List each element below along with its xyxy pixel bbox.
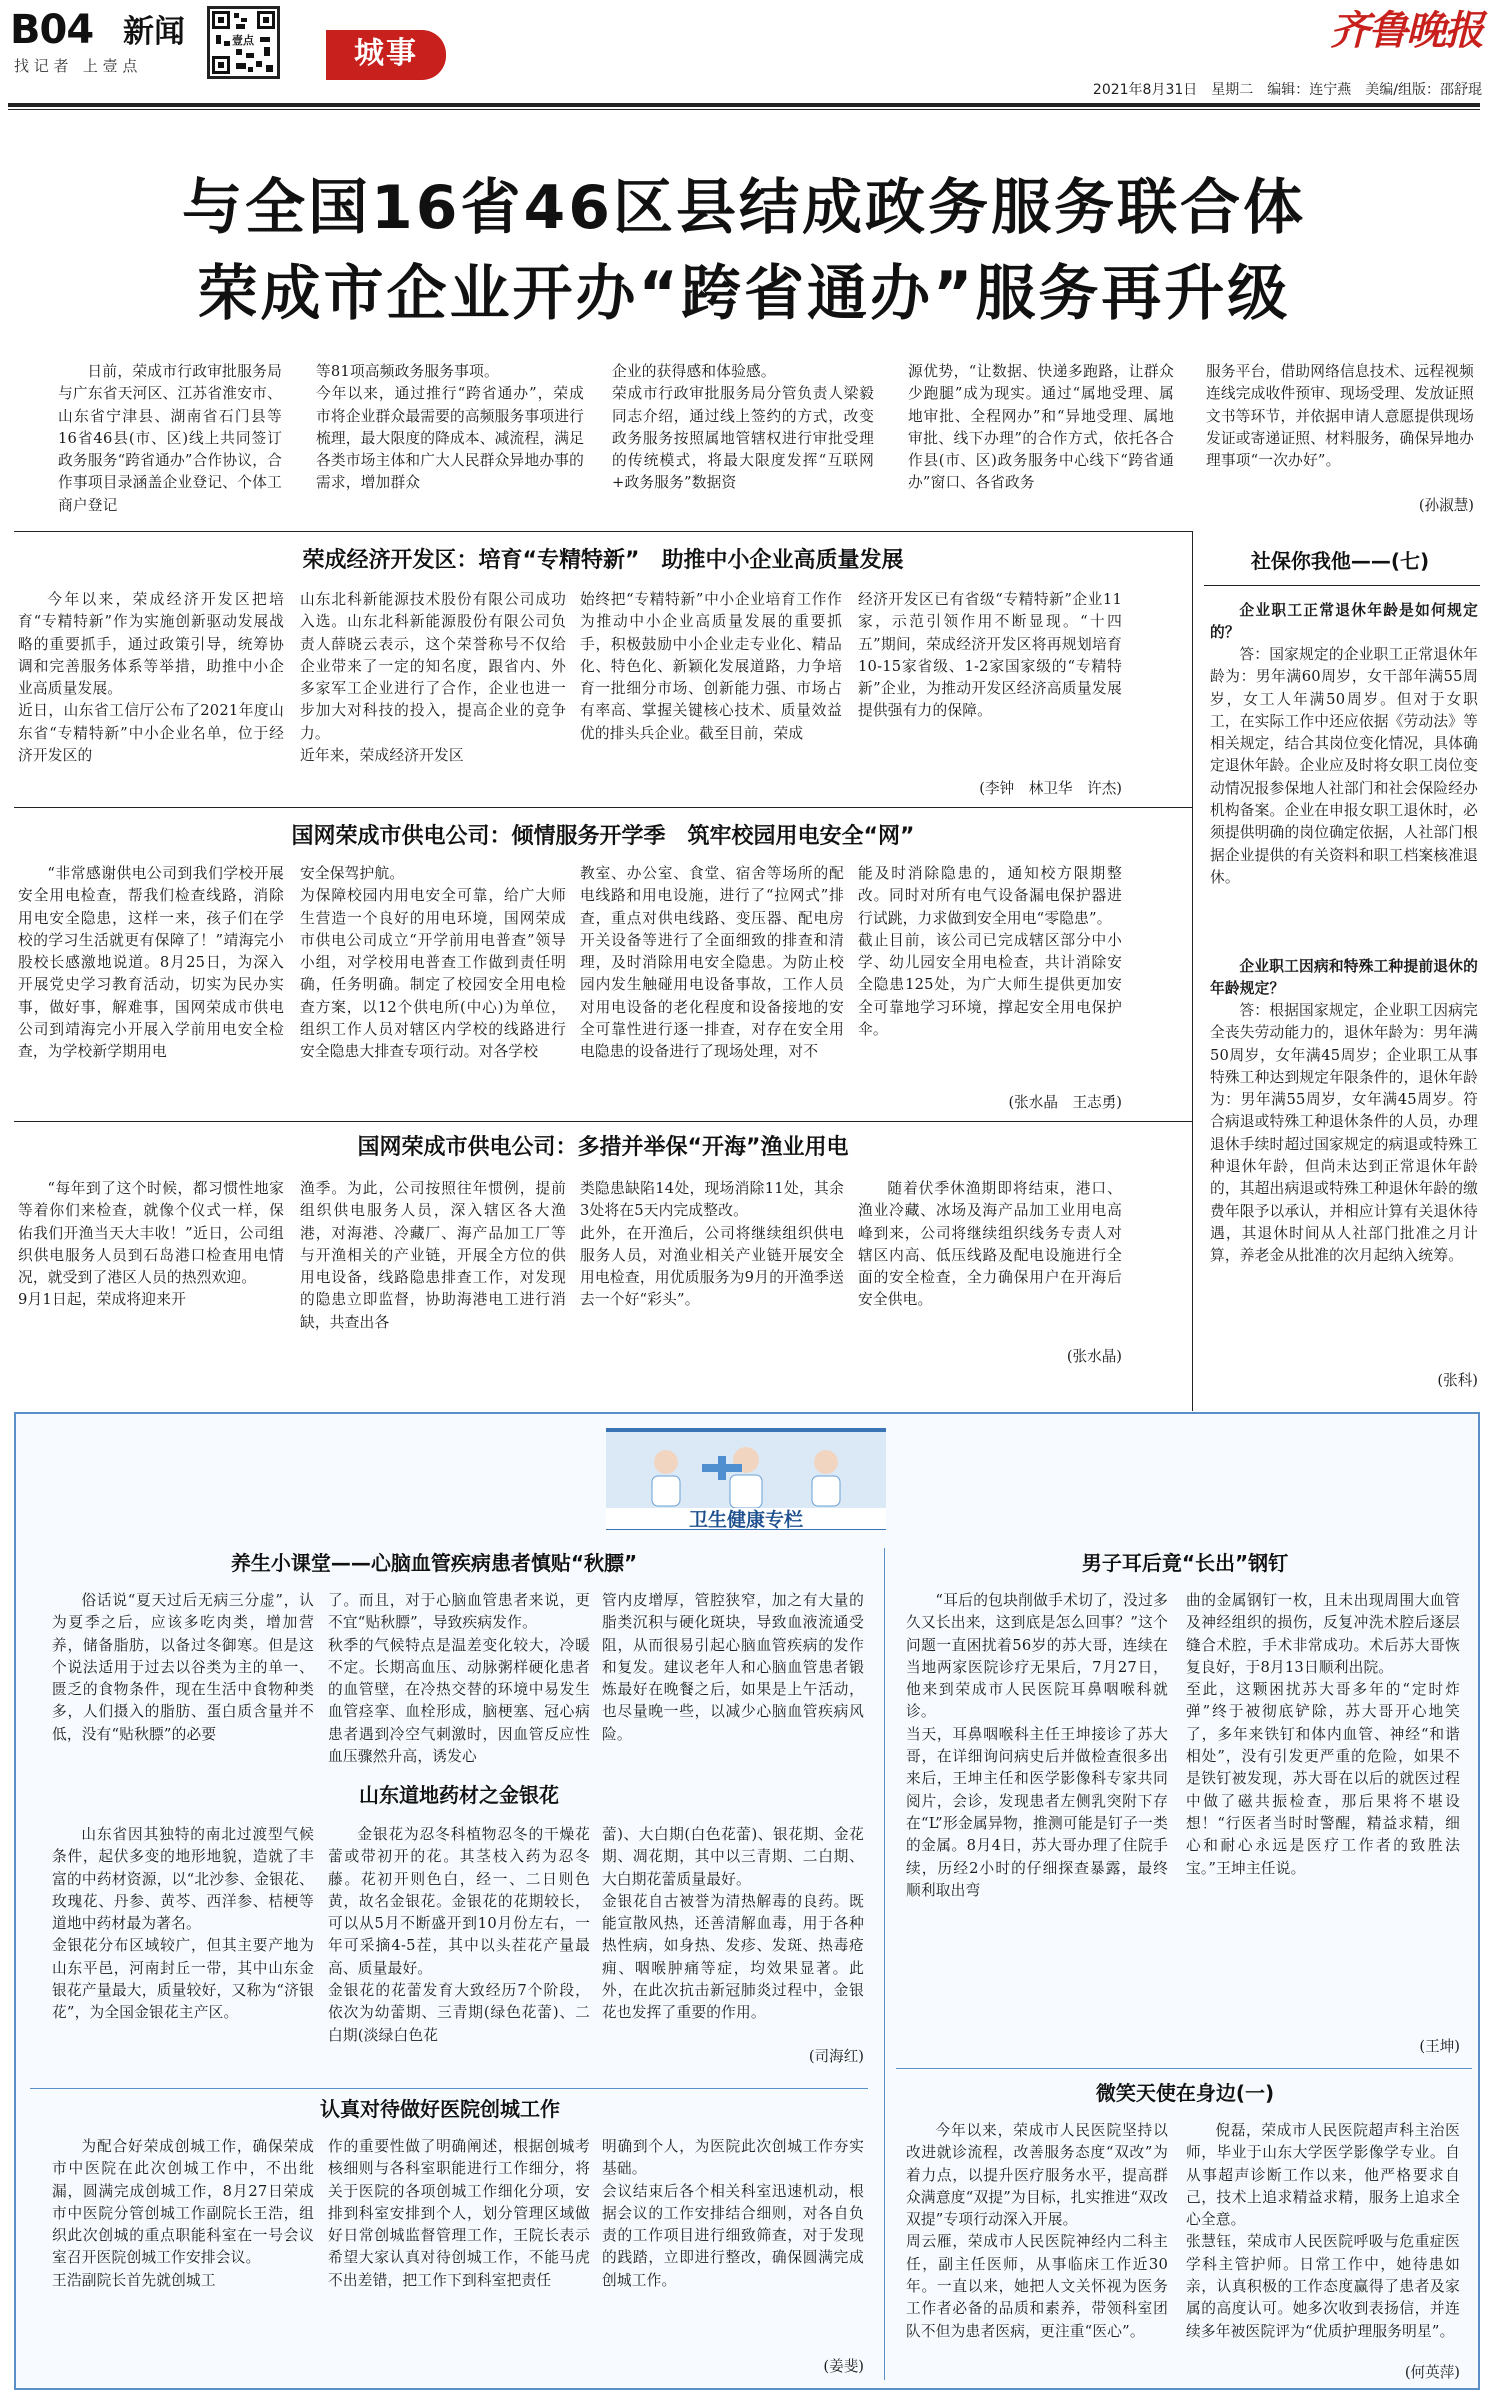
h2-col2: 金银花为忍冬科植物忍冬的干燥花蕾或带初开的花。其茎枝入药为忍冬藤。花初开则色白，经一、二日则色黄，故名金银花。金银花的花期较长，可以从5月不断盛开到10月份左右，一年可采摘4-5茬，其中以头茬花产量最高、质量最好。 金银花的花蕾发育大致经历7个阶段，依次为幼蕾期、三青期(绿色花蕾)、二白期(淡绿白色花 <box>328 1826 590 2044</box>
health-banner-label: 卫生健康专栏 <box>688 1509 803 1531</box>
sidebar-answer-1: 答：国家规定的企业职工正常退休年龄为：男年满60周岁，女干部年满55周岁，女工人年满50周岁。但对于女职工，在实际工作中还应依据《劳动法》等相关规定，结合其岗位变化情况，具体确定退休年龄。企业应及时将女职工岗位变动情况报参保地人社部门和社会保险经办机构备案。企业在申报女职工退休时，必须提供明确的岗位确定依据，人社部门根据企业提供的有关资料和职工档案核准退休。 <box>1210 646 1478 886</box>
art2-col2: 山东北科新能源技术股份有限公司成功入选。山东北科新能源股份有限公司负责人薛晓云表示，这个荣誉称号不仅给企业带来了一定的知名度，跟省内、外多家军工企业进行了合作，企业也进一步加大对科技的投入，提高企业的竞争力。 近年来，荣成经济开发区 <box>300 591 566 765</box>
art4-col1: “每年到了这个时候，都习惯性地家等着你们来检查，就像个仪式一样，保佑我们开渔当天大丰收！”近日，公司组织供电服务人员到石岛港口检查用电情况，就受到了港区人员的热烈欢迎。 9月1日起，荣成将迎来开 <box>18 1180 284 1309</box>
h2-col3: 蕾)、大白期(白色花蕾)、银花期、金花期、凋花期，其中以三青期、二白期、大白期花蕾质量最好。 金银花自古被誉为清热解毒的良药。既能宣散风热，还善清解血毒，用于各种热性病，如身热、发疹、发斑、热毒疮痈、咽喉肿痛等症，均效果显著。此外，在此次抗击新冠肺炎过程中，金银花也发挥了重要的作用。 <box>602 1826 864 2022</box>
main-article-col4: 源优势，“让数据、快递多跑路，让群众少跑腿”成为现实。通过“属地受理、属地审批、全程网办”和“异地受理、属地审批、线下办理”的合作方式，依托各合作县(市、区)政务服务中心线下“跨省通办”窗口、各省政务 <box>908 363 1174 492</box>
art4-col2: 渔季。为此，公司按照往年惯例，提前组织供电服务人员，深入辖区各大渔港，对海港、冷藏厂、海产品加工厂等与开渔相关的产业链，开展全方位的供用电设备，线路隐患排查工作，对发现的隐患立即监督，协助海港电工进行消缺，共查出各 <box>300 1180 566 1331</box>
rule-after-art3 <box>14 1121 1192 1122</box>
article-title-campus-power: 国网荣成市供电公司：倾情服务开学季 筑牢校园用电安全“网” <box>291 824 915 849</box>
issue-info: 2021年8月31日 星期二 编辑：连宁燕 美编/组版：邵舒琨 <box>1092 82 1482 98</box>
brand-logo: 齐鲁晚报 <box>1330 7 1482 54</box>
main-article-col1: 日前，荣成市行政审批服务局与广东省天河区、江苏省淮安市、山东省宁津县、湖南省石门县等16省46县(市、区)线上共同签订政务服务“跨省通办”合作协议，合作事项目录涵盖企业登记、个体工商户登记 <box>58 363 282 514</box>
h5-byline: (何英萍) <box>1404 2364 1460 2381</box>
header-rule-thin <box>8 109 1480 110</box>
section-name: 新闻 <box>123 14 185 50</box>
art2-col1: 今年以来，荣成经济开发区把培育“专精特新”作为实施创新驱动发展战略的重要抓手，通过政策引导，统筹协调和完善服务体系等举措，助推中小企业高质量发展。 近日，山东省工信厅公布了2021年度山东省“专精特新”中小企业名单，位于经济开发区的 <box>18 591 284 765</box>
health-article-title-smile-angel: 微笑天使在身边(一) <box>1095 2081 1275 2105</box>
header-rule <box>8 103 1480 107</box>
art2-col3: 始终把“专精特新”中小企业培育工作作为推动中小企业高质量发展的重要抓手，积极鼓励中小企业走专业化、精品化、特色化、新颖化发展道路，力争培育一批细分市场、创新能力强、市场占有率高、掌握关键核心技术、质量效益优的排头兵企业。截至目前，荣成 <box>580 591 842 742</box>
column-divider <box>1192 531 1193 1411</box>
sidebar-question-2: 企业职工因病和特殊工种提前退休的年龄规定？ <box>1210 958 1478 998</box>
h4-col2: 曲的金属钢钉一枚，且未出现周围大血管及神经组织的损伤，反复冲洗术腔后逐层缝合术腔，手术非常成功。术后苏大哥恢复良好，于8月13日顺利出院。 至此，这颗困扰苏大哥多年的“定时炸弹”终于被彻底铲除，苏大哥开心地笑了，多年来铁钉和体内血管、神经“和谐相处”，没有引发更严重的危险，如果不是铁钉被发现，苏大哥在以后的就医过程中做了磁共振检查，那后果将不堪设想！“行医者当时时警醒，精益求精，细心和耐心永远是医疗工作者的致胜法宝。”王坤主任说。 <box>1186 1592 1460 1877</box>
qr-label: 壹点 <box>232 34 254 47</box>
art4-col4: 随着伏季休渔期即将结束，港口、渔业冷藏、冰场及海产品加工业用电高峰到来，公司将继续组织线务专责人对辖区内高、低压线路及配电设施进行全面的安全检查，全力确保用户在开海后安全供电。 <box>858 1180 1122 1309</box>
health-article-title-civilized-city: 认真对待做好医院创城工作 <box>320 2097 560 2121</box>
h1-col3: 管内皮增厚，管腔狭窄，加之有大量的脂类沉积与硬化斑块，导致血液流通受阻，从而很易引起心脑血管疾病的发作和复发。建议老年人和心脑血管患者锻炼最好在晚餐之后，如果是上午活动，也尽量晚一些，以减少心脑血管疾病风险。 <box>602 1592 864 1743</box>
sidebar-title: 社保你我他——(七) <box>1250 549 1430 573</box>
article-title-economic-zone: 荣成经济开发区：培育“专精特新” 助推中小企业高质量发展 <box>302 548 904 573</box>
art2-byline: (李钟 林卫华 许杰) <box>979 780 1122 797</box>
page-number: B04 <box>10 7 94 53</box>
sidebar-answer-2: 答：根据国家规定，企业职工因病完全丧失劳动能力的，退休年龄为：男年满50周岁，女年满45周岁；企业职工从事特殊工种达到规定年限条件的，退休年龄为：男年满55周岁，女年满45周岁。符合病退或特殊工种退休条件的人员，办理退休手续时超过国家规定的病退或特殊工种退休年龄，但尚未达到正常退休年龄的，其超出病退或特殊工种退休年龄的缴费年限予以承认，并相应计算有关退休待遇，其退休时间从人社部门批准之月计算，养老金从批准的次月起纳入统筹。 <box>1210 1002 1478 1265</box>
h3-col2: 作的重要性做了明确阐述，根据创城考核细则与各科室职能进行工作细分，将关于医院的各项创城工作细化分项，安排到科室安排到个人，划分管理区域做好日常创城监督管理工作，王院长表示希望大家认真对待创城工作，不能马虎不出差错，把工作下到科室把责任 <box>328 2138 590 2289</box>
art4-col3: 类隐患缺陷14处，现场消除11处，其余3处将在5天内完成整改。 此外，在开渔后，公司将继续组织供电服务人员，对渔业相关产业链开展安全用电检查，用优质服务为9月的开渔季送去一个好“彩头”。 <box>580 1180 844 1309</box>
h2-byline: (司海红) <box>808 2048 864 2065</box>
sidebar-byline: (张科) <box>1437 1372 1478 1389</box>
tagline: 找 记 者 上 壹 点 <box>14 57 138 75</box>
h3-byline: (姜斐) <box>823 2358 864 2375</box>
rule-health-right <box>896 2068 1472 2069</box>
rule-after-art2 <box>14 807 1192 808</box>
art3-col3: 教室、办公室、食堂、宿舍等场所的配电线路和用电设施，进行了“拉网式”排查，重点对供电线路、变压器、配电房开关设备等进行了全面细致的排查和清理，及时消除用电安全隐患。为防止校园内发生触碰用电设备事故，工作人员对用电设备的老化程度和设备接地的安全可靠性进行逐一排查，对存在安全用电隐患的设备进行了现场处理，对不 <box>580 865 844 1061</box>
qr-code-icon <box>207 6 280 79</box>
rule-health-mid <box>30 2088 868 2089</box>
health-banner <box>606 1428 886 1530</box>
column-tag-label: 城事 <box>354 36 418 71</box>
main-title-line2: 荣成市企业开办“跨省通办”服务再升级 <box>197 259 1291 329</box>
sidebar-title-rule <box>1204 585 1480 586</box>
art3-col2: 安全保驾护航。 为保障校园内用电安全可靠，给广大师生营造一个良好的用电环境，国网荣成市供电公司成立“开学前用电普查”领导小组，对学校用电普查工作做到责任明确，任务明确。制定了校园安全用电检查方案，以12个供电所(中心)为单位，组织工作人员对辖区内学校的线路进行安全隐患大排查专项行动。对各学校 <box>300 865 566 1061</box>
h4-col1: “耳后的包块削做手术切了，没过多久又长出来，这到底是怎么回事？”这个问题一直困扰着56岁的苏大哥，连续在当地两家医院诊疗无果后，7月27日，他来到荣成市人民医院耳鼻咽喉科就诊。 当天，耳鼻咽喉科主任王坤接诊了苏大哥，在详细询问病史后并做检查很多出来后，王坤主任和医学影像科专家共同阅片，会诊，发现患者左侧乳突附下存在“L”形金属异物，推测可能是钉子一类的金属。8月4日，苏大哥办理了住院手续，历经2小时的仔细探查暴露，最终顺利取出弯 <box>906 1592 1168 1899</box>
main-title-line1: 与全国16省46区县结成政务服务联合体 <box>182 173 1306 243</box>
sidebar-question-1: 企业职工正常退休年龄是如何规定的？ <box>1210 602 1478 642</box>
h1-col2: 了。而且，对于心脑血管患者来说，更不宜“贴秋膘”，导致疾病发作。 秋季的气候特点是温差变化较大，冷暖不定。长期高血压、动脉粥样硬化患者的血管壁，在冷热交替的环境中易发生血管痉挛、血栓形成，脑梗塞、冠心病患者遇到冷空气刺激时，因血管反应性血压骤然升高，诱发心 <box>328 1592 590 1766</box>
doctor-illustration-icon <box>606 1432 886 1508</box>
rule-after-main <box>14 531 1192 532</box>
health-article-title-autumn: 养生小课堂——心脑血管疾病患者慎贴“秋膘” <box>230 1551 638 1575</box>
h5-col2: 倪磊，荣成市人民医院超声科主治医师，毕业于山东大学医学影像学专业。自从事超声诊断工作以来，他严格要求自己，技术上追求精益求精，服务上追求全心全意。 张慧钰，荣成市人民医院呼吸与危重症医学科主管护师。日常工作中，她待患如亲，认真积极的工作态度赢得了患者及家属的高度认可。她多次收到表扬信，并连续多年被医院评为“优质护理服务明星”。 <box>1186 2122 1460 2340</box>
h3-col1: 为配合好荣成创城工作，确保荣成市中医院在此次创城工作中，不出纰漏，圆满完成创城工作，8月27日荣成市中医院分管创城工作副院长王浩，组织此次创城的重点职能科室在一号会议室召开医院创城工作安排会议。 王浩副院长首先就创城工 <box>52 2138 314 2289</box>
health-column-divider <box>884 1548 885 2380</box>
h4-byline: (王坤) <box>1419 2038 1460 2055</box>
article-title-fishing-power: 国网荣成市供电公司：多措并举保“开海”渔业用电 <box>357 1135 849 1160</box>
art3-col1: “非常感谢供电公司到我们学校开展安全用电检查，帮我们检查线路，消除用电安全隐患，这样一来，孩子们在学校的学习生活就更有保障了！”靖海完小股校长感激地说道。8月25日，为深入开展党史学习教育活动，切实为民办实事，做好事，解难事，国网荣成市供电公司到靖海完小开展入学前用电安全检查，为学校新学期用电 <box>18 865 284 1061</box>
main-article-col2: 等81项高频政务服务事项。 今年以来，通过推行“跨省通办”，荣成市将企业群众最需要的高频服务事项进行梳理，最大限度的降成本、减流程，满足各类市场主体和广大人民群众异地办事的需求，增加群众 <box>316 363 584 492</box>
art3-byline: (张水晶 王志勇) <box>1008 1094 1122 1111</box>
h3-col3: 明确到个人，为医院此次创城工作夯实基础。 会议结束后各个相关科室迅速机动，根据会议的工作安排结合细则，对各自负责的工作项目进行细致筛查，对于发现的践踏，立即进行整改，确保圆满完成创城工作。 <box>602 2138 864 2289</box>
art3-col4: 能及时消除隐患的，通知校方限期整改。同时对所有电气设备漏电保护器进行试跳，力求做到安全用电“零隐患”。 截止目前，该公司已完成辖区部分中小学、幼儿园安全用电检查，共计消除安全隐患125处，为广大师生提供更加安全可靠地学习环境，撑起安全用电保护伞。 <box>858 865 1122 1039</box>
health-article-title-steel-nail: 男子耳后竟“长出”钢钉 <box>1081 1551 1289 1575</box>
health-article-title-honeysuckle: 山东道地药材之金银花 <box>359 1783 559 1807</box>
h2-col1: 山东省因其独特的南北过渡型气候条件，起伏多变的地形地貌，造就了丰富的中药材资源，以“北沙参、金银花、玫瑰花、丹参、黄芩、西洋参、桔梗等道地中药材最为著名。 金银花分布区域较广，但其主要产地为山东平邑，河南封丘一带，其中山东金银花产量最大，质量较好，又称为“济银花”，为全国金银花主产区。 <box>52 1826 314 2022</box>
art4-byline: (张水晶) <box>1066 1348 1122 1365</box>
h5-col1: 今年以来，荣成市人民医院坚持以改进就诊流程，改善服务态度“双改”为着力点，以提升医疗服务水平，提高群众满意度“双提”为目标，扎实推进“双改双提”专项行动深入开展。 周云雁，荣成市人民医院神经内二科主任，副主任医师，从事临床工作近30年。一直以来，她把人文关怀视为医务工作者必备的品质和素养，带领科室团队不但为患者医病，更注重“医心”。 <box>906 2122 1168 2340</box>
main-article-col3: 企业的获得感和体验感。 荣成市行政审批服务局分管负责人梁毅同志介绍，通过线上签约的方式，改变政务服务按照属地管辖权进行审批受理的传统模式，将最大限度发挥“互联网+政务服务”数据资 <box>612 363 874 492</box>
main-article-byline: (孙淑慧) <box>1418 497 1474 514</box>
h1-col1: 俗话说“夏天过后无病三分虚”，认为夏季之后，应该多吃肉类，增加营养，储备脂肪，以备过冬御寒。但是这个说法适用于过去以谷类为主的单一、匮乏的食物条件，现在生活中食物种类多，人们摄入的脂肪、蛋白质含量并不低，没有“贴秋膘”的必要 <box>52 1592 314 1743</box>
art2-col4: 经济开发区已有省级“专精特新”企业11家，示范引领作用不断显现。“十四五”期间，荣成经济开发区将再规划培育10-15家省级、1-2家国家级的“专精特新”企业，为推动开发区经济高质量发展提供强有力的保障。 <box>858 591 1122 720</box>
main-article-col5: 服务平台，借助网络信息技术、远程视频连线完成收件预审、现场受理、发放证照文书等环节，并依据申请人意愿提供现场发证或寄递证照、材料服务，确保异地办理事项“一次办好”。 <box>1206 363 1474 470</box>
